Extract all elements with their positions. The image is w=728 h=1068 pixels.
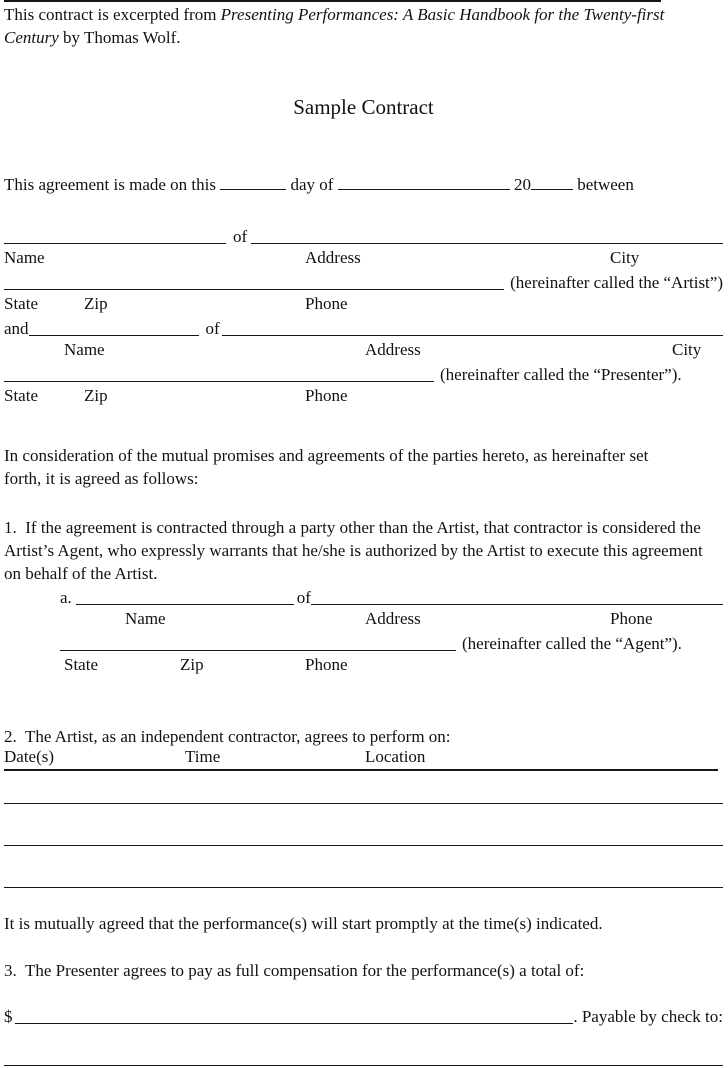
- artist-name-blank: [4, 243, 226, 244]
- agreement-part2: day of: [290, 175, 334, 194]
- artist-state-zip-phone-blank: [4, 289, 504, 290]
- artist-state-labels: [4, 293, 723, 316]
- schedule-row: [4, 748, 718, 771]
- payable-label: . Payable by check to:: [573, 1007, 723, 1026]
- month-blank: [338, 176, 510, 190]
- presenter-address-city-blank: [222, 335, 723, 336]
- presenter-callout: (hereinafter called the “Presenter”).: [440, 365, 682, 384]
- name-label: Name: [125, 609, 166, 628]
- a-label: a.: [60, 588, 72, 607]
- mutual-agreement-sentence: It is mutually agreed that the performance(s) will start promptly at the time(s) indicated.: [4, 914, 603, 933]
- phone-label: Phone: [610, 609, 653, 628]
- presenter-name-blank: [29, 335, 199, 336]
- agent-name-blank: [76, 604, 294, 605]
- amount-blank: [15, 1023, 574, 1024]
- agreement-part1: This agreement is made on this: [4, 175, 216, 194]
- agreement-part4: between: [577, 175, 634, 194]
- agreement-sentence: [4, 173, 723, 196]
- of-label: of: [296, 588, 311, 607]
- dates-label: Date(s): [4, 747, 55, 766]
- presenter-name-labels: [4, 339, 723, 362]
- address-label: Address: [365, 340, 421, 359]
- artist-name-labels: [4, 247, 723, 270]
- name-label: Name: [4, 248, 45, 267]
- of-label: of: [233, 227, 248, 246]
- zip-label: Zip: [84, 386, 108, 405]
- intro-prefix: This contract is excerpted from: [4, 5, 221, 24]
- payee-blank-line: [4, 1065, 723, 1066]
- artist-address-city-blank: [251, 243, 723, 244]
- dollar-sign: $: [4, 1007, 13, 1026]
- clause-1-paragraph: 1. If the agreement is contracted through a party other than the Artist, that contractor is considered the Artist’s Agent, who expressly warrants that he/she is authorized by the Artist to execute this agreement on behalf of the Artist.: [4, 518, 707, 583]
- of-label: of: [205, 319, 220, 338]
- agent-address-phone-blank: [311, 604, 723, 605]
- presenter-state-zip-phone-blank: [4, 381, 434, 382]
- page-title: Sample Contract: [293, 95, 434, 119]
- address-label: Address: [365, 609, 421, 628]
- artist-callout: (hereinafter called the “Artist”): [510, 273, 723, 292]
- clause-3-paragraph: 3. The Presenter agrees to pay as full compensation for the performance(s) a total of:: [4, 961, 585, 980]
- phone-label: Phone: [305, 655, 348, 674]
- presenter-callout-row: [4, 362, 723, 385]
- performance-blank-line-3: [4, 887, 723, 888]
- address-label: Address: [305, 248, 361, 267]
- city-label: City: [610, 248, 640, 267]
- consideration-paragraph: In consideration of the mutual promises and agreements of the parties hereto, as hereinafter set forth, it is agreed as follows:: [4, 446, 653, 488]
- day-blank: [220, 176, 286, 190]
- intro-paragraph: [4, 3, 666, 49]
- state-label: State: [64, 655, 98, 674]
- agreement-part3: 20: [513, 175, 531, 194]
- time-label: Time: [185, 747, 221, 766]
- state-label: State: [4, 386, 38, 405]
- artist-name-row: [4, 224, 723, 247]
- artist-callout-row: [4, 270, 723, 293]
- performance-blank-line-1: [4, 803, 723, 804]
- phone-label: Phone: [305, 386, 348, 405]
- payment-row: [4, 1004, 723, 1027]
- agent-callout: (hereinafter called the “Agent”).: [462, 634, 682, 653]
- performance-blank-line-2: [4, 845, 723, 846]
- name-label: Name: [64, 340, 105, 359]
- zip-label: Zip: [84, 294, 108, 313]
- year-blank: [531, 176, 573, 190]
- presenter-state-labels: [4, 385, 723, 408]
- state-label: State: [4, 294, 38, 313]
- agent-name-row: [4, 585, 723, 608]
- and-label: and: [4, 319, 29, 338]
- clause-2-paragraph: 2. The Artist, as an independent contractor, agrees to perform on:: [4, 727, 451, 746]
- zip-label: Zip: [180, 655, 204, 674]
- agent-state-labels: [4, 654, 723, 677]
- presenter-name-row: [4, 316, 723, 339]
- book-title: Presenting Performances: A Basic Handbook for the Twenty-first Century: [4, 5, 665, 47]
- phone-label: Phone: [305, 294, 348, 313]
- location-label: Location: [365, 747, 426, 766]
- agent-name-labels: [4, 608, 723, 631]
- city-label: City: [672, 340, 702, 359]
- intro-suffix: by Thomas Wolf.: [58, 28, 181, 47]
- agent-state-zip-phone-blank: [60, 650, 456, 651]
- agent-callout-row: [4, 631, 723, 654]
- top-rule: [4, 0, 661, 2]
